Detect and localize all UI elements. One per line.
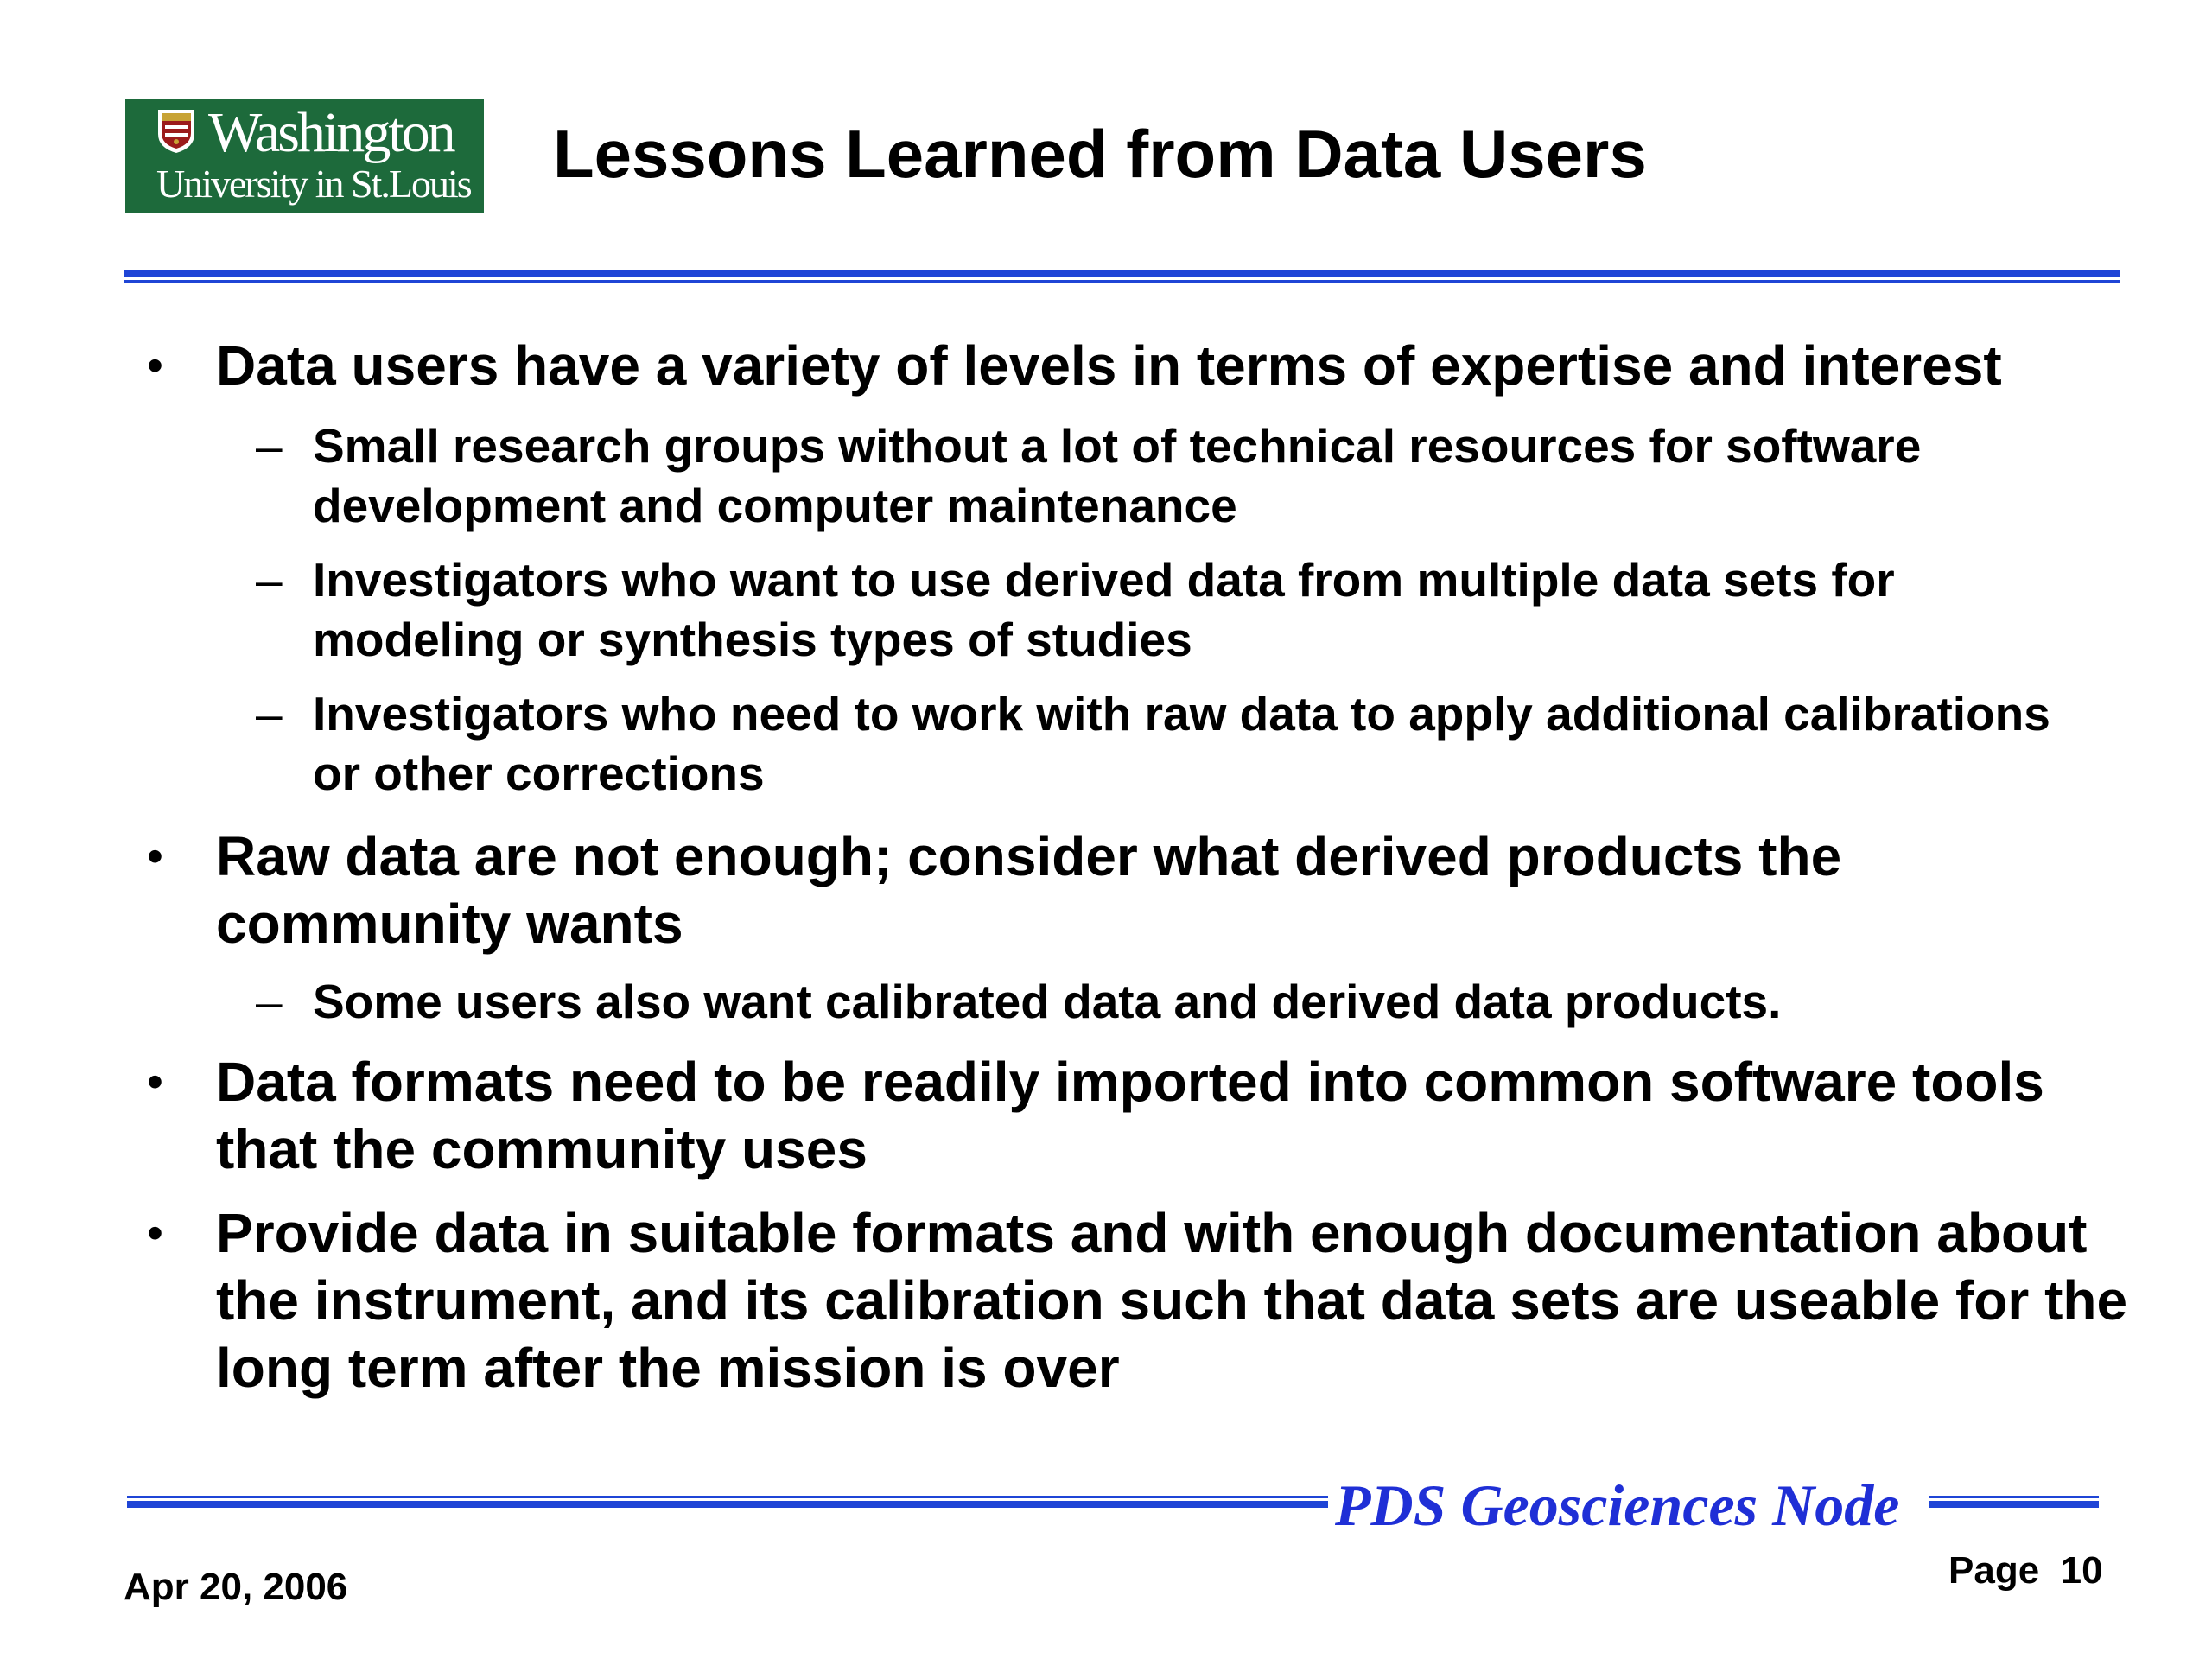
university-shield-icon: [156, 108, 196, 155]
sub-bullet-item: – Investigators who want to use derived data from multiple data sets for modeling or synthesis types of studies: [313, 550, 2110, 670]
bullet-item: • Provide data in suitable formats and with enough documentation about the instrument, and its calibration such that data sets are useable for the long term after the mission is over: [216, 1199, 2134, 1402]
bullet-item: • Data formats need to be readily imported into common software tools that the community uses: [216, 1048, 2134, 1183]
sub-bullet-item: – Investigators who need to work with raw data to apply additional calibrations or other corrections: [313, 684, 2110, 804]
footer-divider-right: [1929, 1496, 2099, 1510]
sub-bullet-item: – Some users also want calibrated data and derived data products.: [313, 972, 2110, 1032]
sub-bullet-item: – Small research groups without a lot of technical resources for software development and computer maintenance: [313, 416, 2110, 536]
header-divider: [124, 270, 2120, 283]
bullet-item: • Raw data are not enough; consider what derived products the community wants: [216, 823, 2134, 957]
footer-brand: PDS Geosciences Node: [1335, 1472, 1900, 1538]
logo-line-washington: Washington: [208, 101, 454, 164]
page-number: Page 10: [1948, 1549, 2103, 1592]
university-logo: [125, 99, 484, 213]
slide-title: Lessons Learned from Data Users: [553, 116, 1647, 192]
footer-date: Apr 20, 2006: [124, 1566, 348, 1608]
footer-divider-left: [127, 1496, 1328, 1510]
bullet-item: • Data users have a variety of levels in terms of expertise and interest: [216, 332, 2134, 399]
logo-line-university: University in St.Louis: [156, 162, 471, 206]
